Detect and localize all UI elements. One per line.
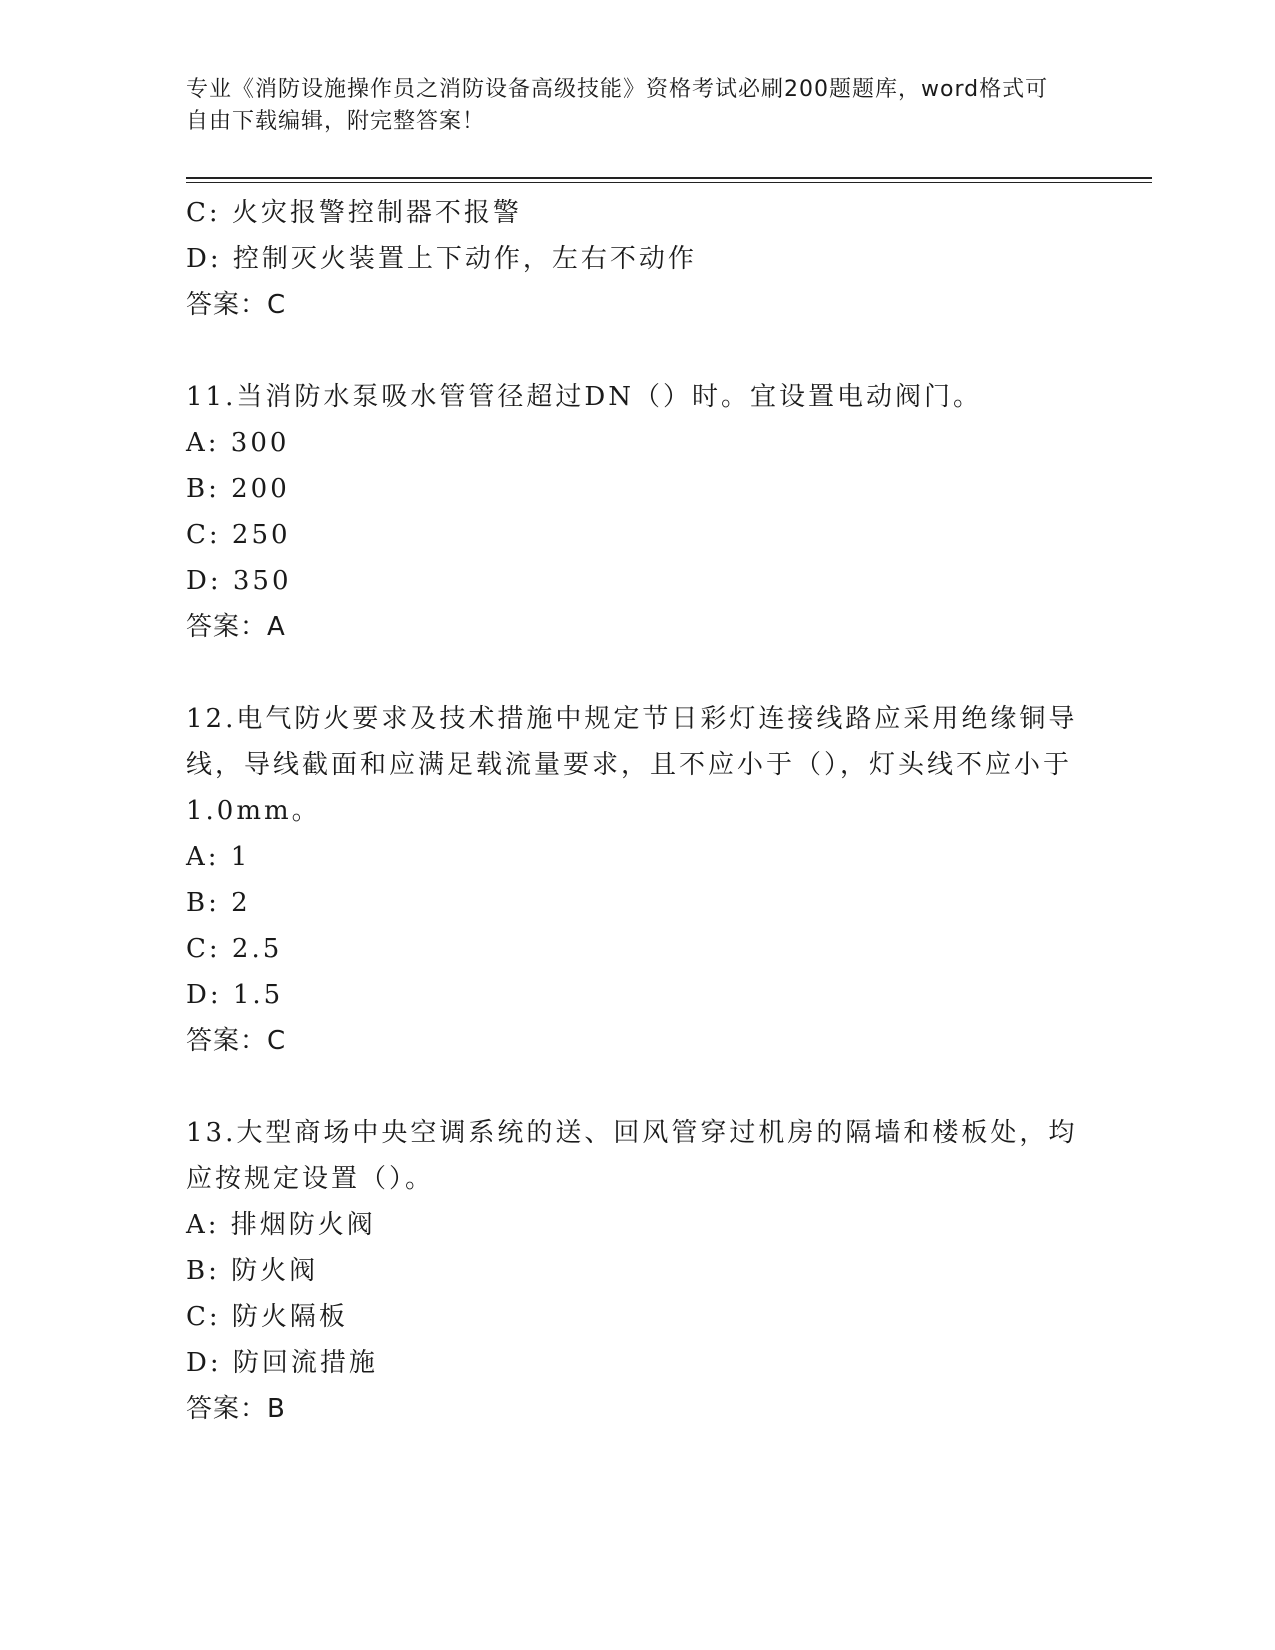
answer-line: 答案：C	[186, 1026, 287, 1056]
option-b: B: 2	[186, 888, 251, 918]
spacer	[186, 328, 1086, 374]
document-header: 专业《消防设施操作员之消防设备高级技能》资格考试必刷200题题库，word格式可自由下载编辑，附完整答案！	[186, 77, 1049, 134]
option-d: D: 控制灭火装置上下动作，左右不动作	[186, 244, 697, 274]
header-divider-thin	[186, 182, 1152, 183]
question-content	[186, 190, 1086, 1432]
option-b: B: 200	[186, 474, 290, 504]
option-c: C: 250	[186, 520, 291, 550]
question-11	[186, 374, 1086, 650]
option-a: A: 排烟防火阀	[186, 1210, 376, 1240]
option-b: B: 防火阀	[186, 1256, 319, 1286]
header-divider	[186, 177, 1152, 179]
option-c: C: 防火隔板	[186, 1302, 348, 1332]
question-text: 13.大型商场中央空调系统的送、回风管穿过机房的隔墙和楼板处，均应按规定设置（）。	[186, 1118, 1078, 1194]
answer-line: 答案：B	[186, 1394, 286, 1424]
partial-question	[186, 190, 1086, 328]
question-12	[186, 696, 1086, 1064]
spacer	[186, 1064, 1086, 1110]
option-d: D: 350	[186, 566, 292, 596]
option-a: A: 300	[186, 428, 290, 458]
spacer	[186, 650, 1086, 696]
answer-line: 答案：C	[186, 290, 287, 320]
question-text: 12.电气防火要求及技术措施中规定节日彩灯连接线路应采用绝缘铜导线，导线截面和应满足载流量要求，且不应小于（），灯头线不应小于1.0mm。	[186, 704, 1078, 826]
option-c: C: 火灾报警控制器不报警	[186, 198, 522, 228]
option-c: C: 2.5	[186, 934, 283, 964]
answer-line: 答案：A	[186, 612, 286, 642]
question-13	[186, 1110, 1086, 1432]
option-a: A: 1	[186, 842, 251, 872]
option-d: D: 防回流措施	[186, 1348, 378, 1378]
option-d: D: 1.5	[186, 980, 284, 1010]
question-text: 11.当消防水泵吸水管管径超过DN（）时。宜设置电动阀门。	[186, 382, 982, 412]
